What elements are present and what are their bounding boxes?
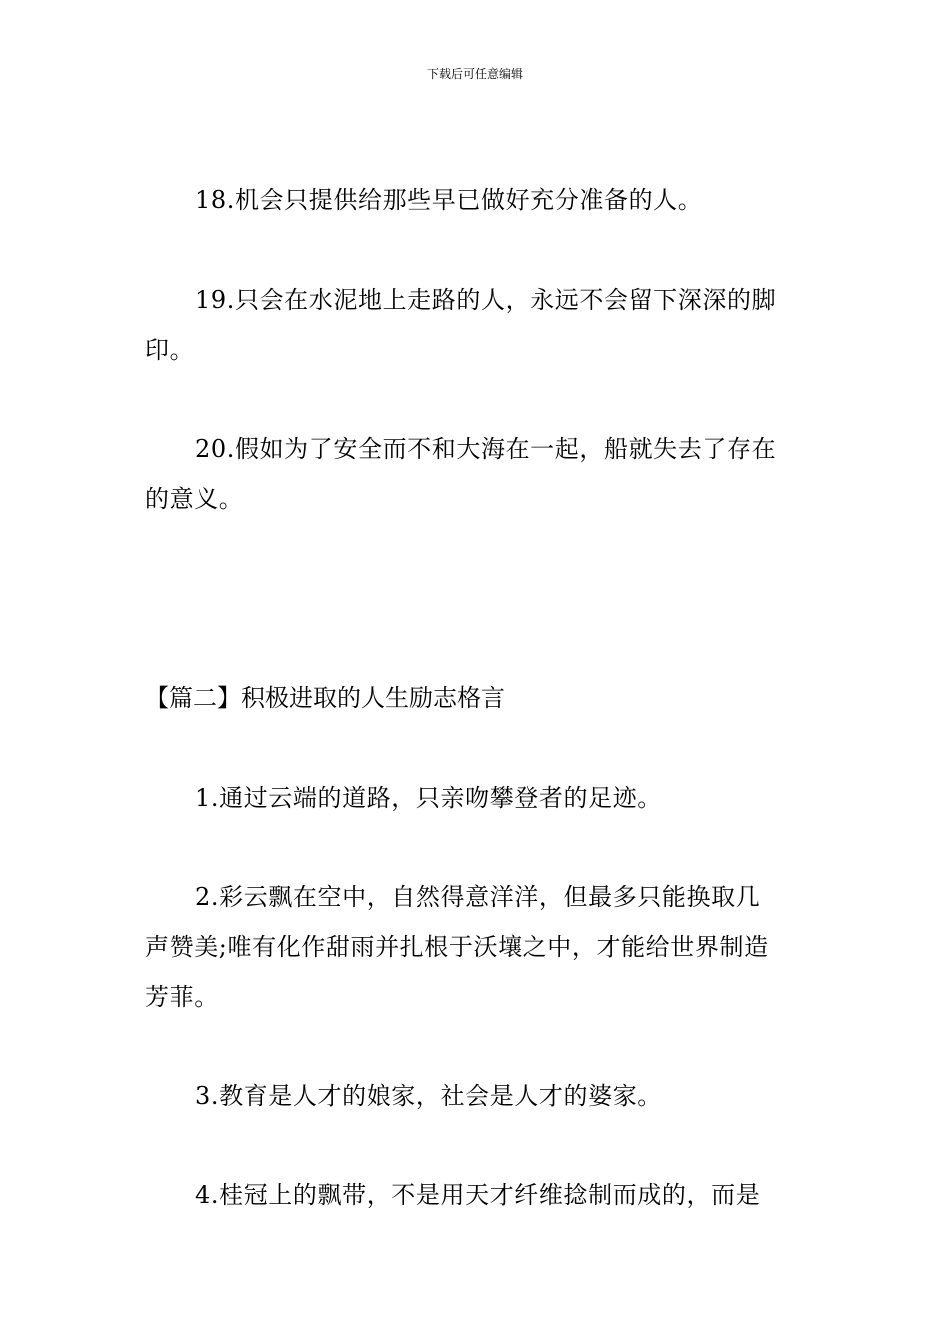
page-header [0,66,950,82]
quote-3 [145,1071,807,1121]
quote-line: 印。 [145,336,195,364]
quote-18 [145,175,807,225]
quote-20 [145,424,807,524]
quote-line: 的意义。 [145,485,244,513]
quote-line: 1.通过云端的道路，只亲吻攀登者的足迹。 [195,784,662,812]
quote-line: 18.机会只提供给那些早已做好充分准备的人。 [195,186,703,214]
quote-line: 芳菲。 [145,983,219,1011]
quote-line: 声赞美;唯有化作甜雨并扎根于沃壤之中，才能给世界制造 [145,933,769,961]
quote-line: 19.只会在水泥地上走路的人，永远不会留下深深的脚 [195,286,777,314]
header-text: 下载后可任意编辑 [426,67,523,81]
quote-2 [145,872,807,1022]
quote-4 [145,1170,807,1220]
quote-line: 2.彩云飘在空中，自然得意洋洋，但最多只能换取几 [195,883,761,911]
quote-line: 20.假如为了安全而不和大海在一起，船就失去了存在 [195,435,777,463]
quote-19 [145,275,807,375]
section-heading: 【篇二】积极进取的人生励志格言 [145,684,505,712]
quote-line: 4.桂冠上的飘带，不是用天才纤维捻制而成的，而是 [195,1181,761,1209]
quote-line: 3.教育是人才的娘家，社会是人才的婆家。 [195,1082,662,1110]
quote-1 [145,773,807,823]
